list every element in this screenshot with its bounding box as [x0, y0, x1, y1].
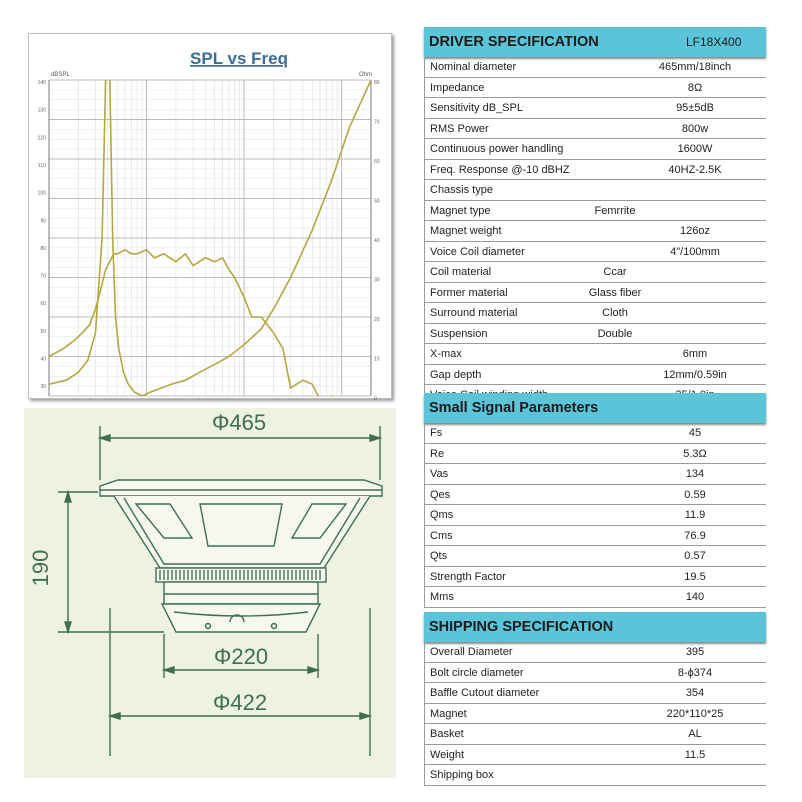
- spl-chart-panel: [28, 33, 392, 402]
- right-tick-label: 40: [374, 238, 380, 244]
- spec-row: [425, 344, 766, 365]
- small-signal-header: [424, 393, 766, 423]
- spec-label: Nominal diameter: [430, 61, 517, 73]
- left-axis-unit: dBSPL: [51, 72, 70, 78]
- left-tick-label: 120: [37, 135, 46, 142]
- spec-row: [425, 546, 766, 567]
- spec-label: Mms: [430, 591, 454, 603]
- spec-value: 45: [688, 427, 702, 439]
- shipping-spec-header: [424, 612, 766, 642]
- right-tick-label: 70: [374, 119, 380, 126]
- spec-label: Continuous power handling: [430, 143, 564, 155]
- spec-row: [425, 78, 766, 99]
- right-tick-label: 30: [374, 277, 380, 284]
- spec-label: Bolt circle diameter: [430, 666, 524, 679]
- model-number: LF18X400: [686, 35, 742, 49]
- right-tick-label: 0: [374, 396, 377, 402]
- spec-row: [425, 242, 766, 263]
- small-signal-title: Small Signal Parameters: [429, 400, 599, 416]
- dimension-drawing-panel: [24, 408, 396, 778]
- shipping-spec-rows: [424, 642, 766, 786]
- spec-value: 76.9: [684, 529, 706, 542]
- spec-label: Voice Coil diameter: [430, 245, 525, 258]
- shipping-spec-title: SHIPPING SPECIFICATION: [429, 619, 614, 635]
- spec-row: [425, 201, 766, 222]
- shipping-spec-table: [424, 612, 766, 786]
- spec-label: Magnet: [430, 707, 467, 720]
- spl-vs-freq-chart: [29, 34, 391, 402]
- spec-value: 12mm/0.59in: [663, 368, 727, 381]
- spec-value: 6mm: [682, 348, 708, 360]
- spec-value: Double: [597, 327, 633, 340]
- chart-grid: [49, 80, 371, 396]
- spec-value: 11.9: [684, 509, 706, 521]
- spec-value: AL: [688, 728, 702, 740]
- small-signal-rows: [424, 423, 766, 608]
- spec-label: Weight: [430, 748, 465, 761]
- speaker-outline: [100, 480, 382, 632]
- spec-row: [425, 663, 766, 684]
- spec-label: Magnet weight: [430, 225, 502, 237]
- spec-value: 395: [685, 646, 705, 658]
- spec-value: 465mm/18inch: [658, 61, 732, 73]
- spec-label: Gap depth: [430, 368, 482, 381]
- spec-row: [425, 683, 766, 704]
- right-tick-label: 80: [374, 80, 380, 86]
- spec-row: [425, 365, 766, 386]
- spec-value: Ccar: [603, 266, 627, 278]
- spec-row: [425, 221, 766, 242]
- spec-value: 0.57: [684, 550, 706, 562]
- chart-title: SPL vs Freq: [190, 49, 288, 68]
- spec-row: [425, 119, 766, 140]
- spec-label: Baffle Cutout diameter: [430, 687, 540, 699]
- left-tick-label: 30: [40, 384, 46, 391]
- spec-label: Former material: [430, 286, 508, 299]
- left-tick-label: 60: [40, 301, 46, 308]
- dim-overall-label: Φ465: [211, 410, 267, 435]
- spl-curve: [49, 250, 371, 408]
- magnet-teeth: [160, 570, 320, 580]
- spec-row: [425, 505, 766, 526]
- spec-row: [425, 160, 766, 181]
- spec-label: Chassis type: [430, 184, 493, 196]
- spec-value: 40HZ-2.5K: [668, 163, 722, 176]
- spec-value: 8Ω: [687, 81, 703, 94]
- spec-row: [425, 704, 766, 725]
- spec-label: Impedance: [430, 81, 485, 94]
- spec-value: 8-ϕ374: [677, 666, 713, 679]
- left-tick-label: 40: [40, 356, 46, 363]
- spec-value: 800w: [681, 122, 709, 135]
- spec-label: Magnet type: [430, 204, 491, 217]
- spec-label: Freq. Response @-10 dBHZ: [430, 163, 570, 176]
- spec-value: Glass fiber: [588, 286, 642, 299]
- spec-label: Re: [430, 447, 445, 460]
- spec-row: [425, 642, 766, 663]
- spec-label: Basket: [430, 728, 464, 740]
- spec-value: 126oz: [680, 225, 710, 237]
- speaker-dimension-drawing: [24, 408, 396, 778]
- spec-row: [425, 464, 766, 485]
- spec-row: [425, 324, 766, 345]
- right-tick-label: 60: [374, 159, 380, 165]
- left-tick-label: 110: [38, 162, 46, 169]
- right-tick-label: 50: [374, 198, 380, 205]
- spec-label: Strength Factor: [430, 570, 506, 583]
- spec-value: 140: [685, 591, 705, 603]
- spec-label: Suspension: [430, 327, 488, 340]
- driver-spec-title: DRIVER SPECIFICATION: [429, 34, 599, 50]
- spec-value: 354: [685, 687, 705, 699]
- dim-cutout-label: Φ422: [212, 690, 268, 715]
- driver-spec-table: [424, 27, 766, 406]
- spec-label: Surround material: [430, 307, 518, 319]
- spec-label: Shipping box: [430, 769, 494, 781]
- spec-label: Qms: [430, 509, 454, 521]
- spec-value: 0.59: [684, 488, 706, 501]
- left-tick-label: 100: [37, 190, 46, 197]
- spec-label: Qts: [430, 550, 448, 562]
- spec-label: X-max: [430, 348, 462, 360]
- spec-value: 1600W: [677, 143, 713, 155]
- spec-row: [425, 526, 766, 547]
- spec-row: [425, 724, 766, 745]
- driver-spec-header: [424, 27, 766, 57]
- spec-value: Cloth: [602, 307, 628, 319]
- spec-value: 220*110*25: [666, 707, 724, 720]
- spec-value: 19.5: [684, 570, 706, 583]
- spec-label: Fs: [430, 427, 443, 439]
- left-tick-label: 80: [40, 245, 46, 252]
- spec-row: [425, 587, 766, 608]
- spec-label: Vas: [430, 468, 449, 480]
- left-tick-label: 140: [37, 80, 46, 86]
- small-signal-table: [424, 393, 766, 608]
- left-tick-label: 70: [40, 273, 46, 280]
- spec-row: [425, 567, 766, 588]
- spec-row: [425, 444, 766, 465]
- spec-row: [425, 262, 766, 283]
- left-tick-label: 50: [40, 328, 46, 335]
- left-tick-label: 90: [40, 218, 46, 225]
- spec-value: 5.3Ω: [683, 447, 707, 460]
- left-axis-ticks: [38, 80, 47, 390]
- spec-row: [425, 98, 766, 119]
- spec-row: [425, 765, 766, 786]
- spec-row: [425, 283, 766, 304]
- spec-row: [425, 485, 766, 506]
- left-tick-label: 130: [37, 107, 46, 114]
- spec-row: [425, 745, 766, 766]
- spec-label: Overall Diameter: [430, 646, 513, 658]
- driver-spec-rows: [424, 57, 766, 406]
- spec-label: Cms: [430, 529, 453, 542]
- spec-label: RMS Power: [430, 122, 489, 135]
- right-tick-label: 10: [374, 356, 380, 363]
- spec-value: 4"/100mm: [670, 245, 720, 258]
- spec-row: [425, 423, 766, 444]
- spec-value: 134: [685, 468, 705, 480]
- right-tick-label: 20: [374, 317, 380, 323]
- spec-value: 11.5: [684, 748, 706, 761]
- spec-label: Sensitivity dB_SPL: [430, 102, 523, 114]
- spec-row: [425, 57, 766, 78]
- right-axis-ticks: [374, 80, 380, 402]
- dim-depth-label: 190: [28, 549, 53, 587]
- spec-value: 95±5dB: [676, 102, 714, 114]
- spec-row: [425, 303, 766, 324]
- spec-label: Qes: [430, 488, 451, 501]
- spec-value: Femrrite: [594, 204, 636, 217]
- spec-label: Coil material: [430, 266, 492, 278]
- spec-row: [425, 139, 766, 160]
- dim-magnet-label: Φ220: [213, 644, 269, 669]
- right-axis-unit: Ohm: [359, 72, 373, 78]
- spec-row: [425, 180, 766, 201]
